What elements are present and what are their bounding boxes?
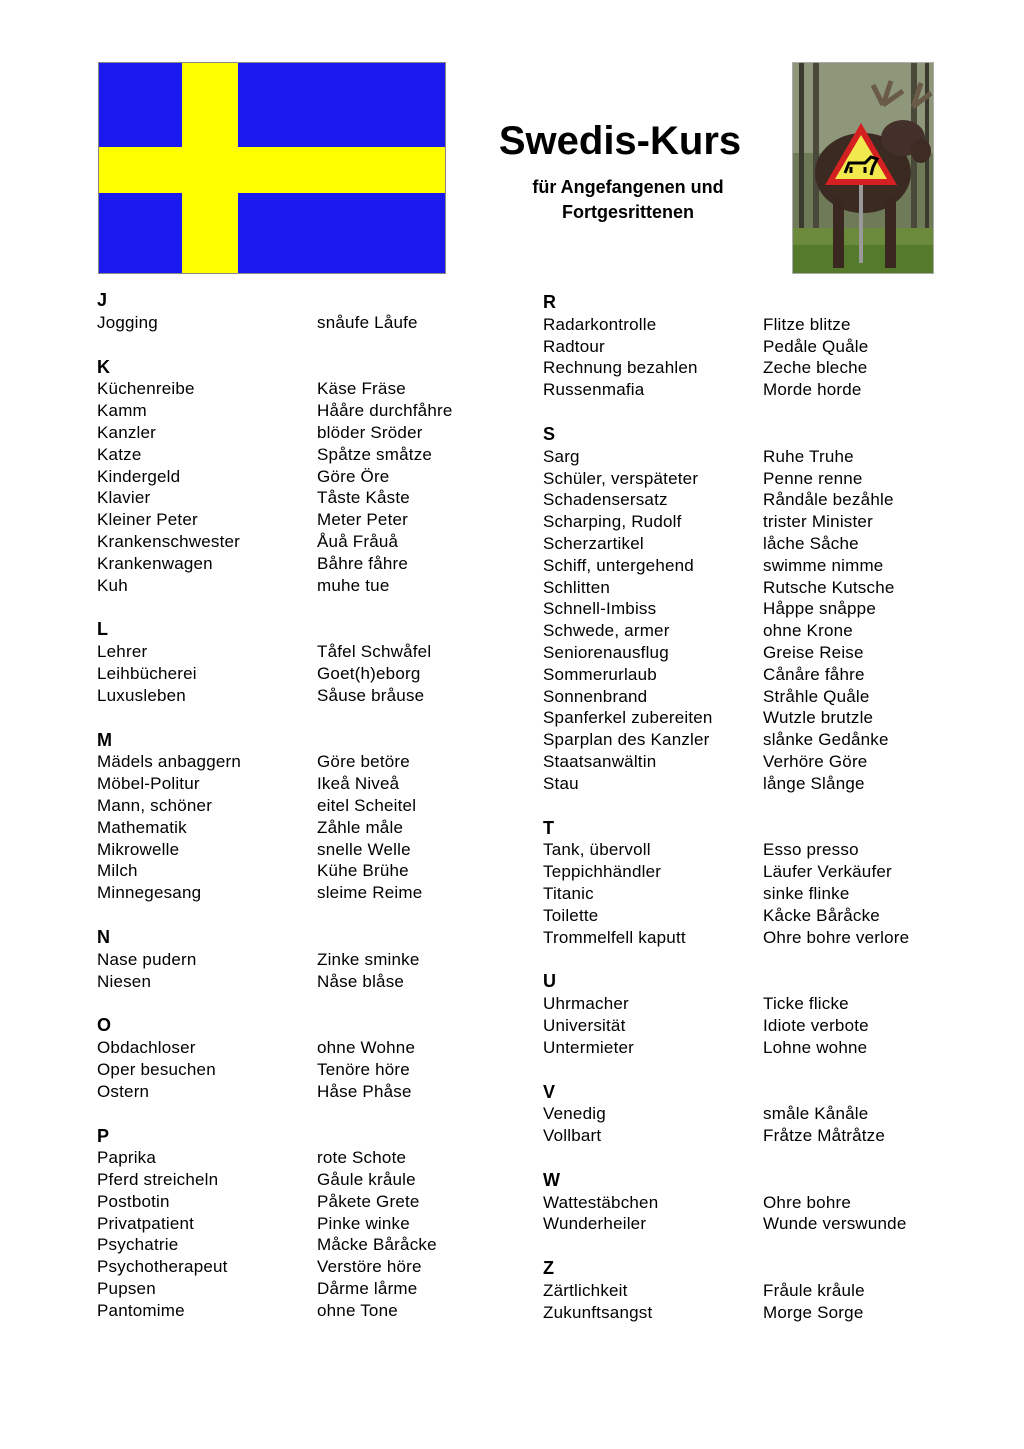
swedish-translation: Spåtze småtze (317, 444, 433, 464)
german-term: Sommerurlaub (543, 664, 657, 684)
vocab-row (543, 577, 963, 599)
vocab-row (543, 379, 963, 401)
german-term: Radarkontrolle (543, 314, 657, 334)
moose-sign-photo (792, 62, 934, 274)
swedish-translation: Påkete Grete (317, 1191, 420, 1211)
german-term: Oper besuchen (97, 1059, 216, 1079)
vocab-row (543, 620, 963, 642)
swedish-translation: Tenöre höre (317, 1059, 410, 1079)
vocab-row (97, 882, 517, 904)
swedish-translation: Meter Peter (317, 510, 409, 530)
german-term: Zärtlichkeit (543, 1281, 628, 1301)
vocab-row (543, 773, 963, 795)
vocab-row (97, 1278, 517, 1300)
vocab-row (543, 511, 963, 533)
german-term: Schlitten (543, 577, 611, 597)
vocab-row (543, 1280, 963, 1302)
swedish-translation: slånke Gedånke (763, 730, 889, 750)
german-term: Luxusleben (97, 685, 186, 705)
section-letter-o: O (97, 1015, 112, 1036)
german-term: Stau (543, 773, 579, 793)
vocab-row (97, 1037, 517, 1059)
section-spacer (543, 948, 963, 971)
page-title: Swedis-Kurs (498, 119, 742, 163)
swedish-translation: Wutzle brutzle (763, 708, 874, 728)
vocab-row (543, 1302, 963, 1324)
german-term: Nase pudern (97, 949, 197, 969)
vocab-row (97, 1169, 517, 1191)
german-term: Schadensersatz (543, 490, 668, 510)
swedish-translation: Goet(h)eborg (317, 663, 421, 683)
vocab-row (543, 861, 963, 883)
section-spacer (97, 334, 517, 357)
vocab-row (97, 860, 517, 882)
swedish-translation: Ohre bohre (763, 1192, 851, 1212)
vocab-row (543, 1015, 963, 1037)
swedish-translation: eitel Scheitel (317, 795, 417, 815)
german-term: Klavier (97, 488, 151, 508)
section-letter-p: P (97, 1125, 110, 1146)
vocab-row (543, 446, 963, 468)
swedish-translation: Tåfel Schwåfel (317, 642, 432, 662)
german-term: Küchenreibe (97, 379, 195, 399)
vocab-row (97, 663, 517, 685)
swedish-translation: Pedåle Quåle (763, 336, 869, 356)
swedish-translation: blöder Sröder (317, 422, 423, 442)
german-term: Schwede, armer (543, 621, 670, 641)
swedish-translation: ohne Wohne (317, 1038, 416, 1058)
german-term: Venedig (543, 1104, 606, 1124)
german-term: Obdachloser (97, 1038, 196, 1058)
swedish-translation: Stråhle Quåle (763, 686, 870, 706)
subtitle-line-2: Fortgesrittenen (561, 202, 694, 222)
swedish-translation: småle Kånåle (763, 1104, 869, 1124)
swedish-translation: Håppe snåppe (763, 599, 876, 619)
vocab-row (97, 751, 517, 773)
section-spacer (97, 596, 517, 619)
german-term: Vollbart (543, 1126, 602, 1146)
german-term: Scharping, Rudolf (543, 512, 682, 532)
swedish-translation: Rutsche Kutsche (763, 577, 895, 597)
swedish-translation: swimme nimme (763, 555, 884, 575)
german-term: Spanferkel zubereiten (543, 708, 713, 728)
swedish-translation: trister Minister (763, 512, 873, 532)
german-term: Pupsen (97, 1279, 156, 1299)
german-term: Sarg (543, 446, 580, 466)
swedish-translation: sleime Reime (317, 883, 423, 903)
german-term: Möbel-Politur (97, 774, 200, 794)
swedish-translation: Flitze blitze (763, 314, 851, 334)
vocab-row (97, 553, 517, 575)
swedish-translation: Kühe Brühe (317, 861, 409, 881)
swedish-translation: muhe tue (317, 575, 390, 595)
swedish-translation: Kåcke Båråcke (763, 905, 880, 925)
german-term: Wunderheiler (543, 1214, 647, 1234)
german-term: Niesen (97, 971, 152, 991)
german-term: Radtour (543, 336, 605, 356)
vocab-row (543, 598, 963, 620)
swedish-translation: Lohne wohne (763, 1037, 868, 1057)
vocab-row (543, 905, 963, 927)
vocab-row (97, 487, 517, 509)
swedish-translation: Wunde verswunde (763, 1214, 907, 1234)
german-term: Schüler, verspäteter (543, 468, 699, 488)
german-term: Privatpatient (97, 1213, 195, 1233)
german-term: Psychotherapeut (97, 1257, 228, 1277)
swedish-translation: låche Såche (763, 533, 859, 553)
german-term: Wattestäbchen (543, 1192, 659, 1212)
left-word-column (97, 290, 517, 1322)
moose-photo-drawing (793, 63, 934, 274)
vocab-row (543, 927, 963, 949)
german-term: Teppichhändler (543, 862, 662, 882)
swedish-translation: Nåse blåse (317, 971, 405, 991)
german-term: Krankenwagen (97, 553, 213, 573)
vocab-row (97, 1256, 517, 1278)
vocab-row (97, 839, 517, 861)
swedish-translation: Måcke Båråcke (317, 1235, 437, 1255)
swedish-flag-image (98, 62, 446, 274)
german-term: Kamm (97, 401, 147, 421)
vocab-row (97, 817, 517, 839)
flag-cross-horizontal (99, 147, 445, 193)
swedish-translation: Ikeå Niveå (317, 774, 400, 794)
swedish-translation: Zinke sminke (317, 949, 420, 969)
vocab-row (97, 949, 517, 971)
vocab-row (97, 641, 517, 663)
section-letter-t: T (543, 817, 555, 838)
swedish-translation: Cånåre fåhre (763, 664, 865, 684)
vocab-row (97, 444, 517, 466)
german-term: Kleiner Peter (97, 510, 198, 530)
section-spacer (543, 401, 963, 424)
german-term: Toilette (543, 905, 599, 925)
swedish-translation: Esso presso (763, 840, 859, 860)
section-letter-v: V (543, 1081, 556, 1102)
swedish-translation: Idiote verbote (763, 1015, 869, 1035)
vocab-row (97, 1059, 517, 1081)
swedish-translation: Läufer Verkäufer (763, 862, 892, 882)
vocab-row (97, 466, 517, 488)
german-term: Seniorenausflug (543, 642, 669, 662)
section-letter-l: L (97, 619, 109, 640)
swedish-translation: snåufe Låufe (317, 312, 418, 332)
vocab-row (543, 751, 963, 773)
section-spacer (543, 795, 963, 818)
vocab-row (543, 468, 963, 490)
section-letter-j: J (97, 290, 108, 310)
swedish-translation: Dårme lårme (317, 1279, 418, 1299)
vocab-row (543, 993, 963, 1015)
vocab-row (97, 1081, 517, 1103)
section-letter-z: Z (543, 1258, 555, 1279)
german-term: Pferd streicheln (97, 1170, 219, 1190)
german-term: Untermieter (543, 1037, 635, 1057)
vocab-row (97, 685, 517, 707)
subtitle-line-1: für Angefangenen und (532, 177, 724, 197)
swedish-translation: Käse Fräse (317, 379, 406, 399)
vocab-row (97, 971, 517, 993)
vocab-row (97, 1234, 517, 1256)
german-term: Zukunftsangst (543, 1302, 653, 1322)
vocab-row (543, 686, 963, 708)
section-spacer (543, 1147, 963, 1170)
vocab-row (543, 664, 963, 686)
page-subtitle (498, 175, 758, 225)
german-term: Schiff, untergehend (543, 555, 694, 575)
vocab-row (543, 1103, 963, 1125)
vocab-row (97, 1147, 517, 1169)
german-term: Postbotin (97, 1191, 170, 1211)
section-letter-n: N (97, 926, 111, 947)
swedish-translation: Tåste Kåste (317, 488, 410, 508)
german-term: Mann, schöner (97, 795, 213, 815)
vocab-row (97, 509, 517, 531)
german-term: Scherzartikel (543, 533, 644, 553)
vocab-row (97, 1191, 517, 1213)
vocab-row (543, 707, 963, 729)
swedish-translation: sinke flinke (763, 883, 850, 903)
swedish-translation: Penne renne (763, 468, 863, 488)
vocab-row (543, 883, 963, 905)
swedish-translation: Morge Sorge (763, 1302, 864, 1322)
swedish-translation: Håse Phåse (317, 1081, 412, 1101)
vocab-row (543, 555, 963, 577)
vocab-row (97, 422, 517, 444)
vocab-row (97, 531, 517, 553)
german-term: Krankenschwester (97, 531, 241, 551)
german-term: Ostern (97, 1081, 150, 1101)
vocab-row (543, 729, 963, 751)
german-term: Paprika (97, 1148, 157, 1168)
vocab-row (97, 575, 517, 597)
swedish-translation: Göre betöre (317, 752, 410, 772)
vocab-row (97, 312, 517, 334)
swedish-translation: Ohre bohre verlore (763, 927, 910, 947)
german-term: Sonnenbrand (543, 686, 648, 706)
swedish-translation: Ruhe Truhe (763, 446, 854, 466)
section-letter-m: M (97, 729, 113, 750)
swedish-translation: Såuse bråuse (317, 685, 425, 705)
vocab-row (97, 378, 517, 400)
vocab-row (97, 1213, 517, 1235)
swedish-translation: rote Schote (317, 1148, 407, 1168)
german-term: Mathematik (97, 817, 187, 837)
swedish-translation: Hååre durchfåhre (317, 401, 453, 421)
german-term: Titanic (543, 883, 594, 903)
section-letter-s: S (543, 423, 556, 444)
german-term: Kanzler (97, 422, 157, 442)
vocab-row (543, 314, 963, 336)
swedish-translation: långe Slånge (763, 773, 865, 793)
vocab-row (543, 1037, 963, 1059)
german-term: Milch (97, 861, 138, 881)
vocab-row (543, 357, 963, 379)
swedish-translation: snelle Welle (317, 839, 411, 859)
swedish-translation: Råndåle bezåhle (763, 490, 894, 510)
german-term: Mädels anbaggern (97, 752, 242, 772)
vocab-row (543, 1213, 963, 1235)
section-letter-k: K (97, 356, 111, 377)
vocab-row (97, 773, 517, 795)
swedish-translation: Pinke winke (317, 1213, 410, 1233)
german-term: Mikrowelle (97, 839, 180, 859)
swedish-translation: Åuå Fråuå (317, 531, 399, 551)
vocab-row (543, 489, 963, 511)
vocab-row (97, 795, 517, 817)
section-letter-r: R (543, 292, 557, 312)
swedish-translation: Ticke flicke (763, 994, 849, 1014)
swedish-translation: Båhre fåhre (317, 553, 409, 573)
vocab-row (97, 400, 517, 422)
vocab-row (543, 839, 963, 861)
german-term: Pantomime (97, 1300, 185, 1320)
german-term: Sparplan des Kanzler (543, 730, 710, 750)
german-term: Tank, übervoll (543, 840, 651, 860)
german-term: Jogging (97, 312, 158, 332)
right-word-column (543, 292, 963, 1324)
section-spacer (97, 707, 517, 730)
section-spacer (543, 1059, 963, 1082)
vocab-row (543, 642, 963, 664)
section-letter-w: W (543, 1169, 561, 1190)
swedish-translation: Verhöre Göre (763, 751, 868, 771)
german-term: Lehrer (97, 642, 148, 662)
german-term: Staatsanwältin (543, 751, 657, 771)
german-term: Rechnung bezahlen (543, 358, 698, 378)
swedish-translation: Verstöre höre (317, 1257, 422, 1277)
german-term: Minnegesang (97, 883, 202, 903)
section-spacer (97, 992, 517, 1015)
swedish-translation: Fråule kråule (763, 1281, 865, 1301)
german-term: Psychatrie (97, 1235, 179, 1255)
section-spacer (97, 904, 517, 927)
german-term: Schnell-Imbiss (543, 599, 657, 619)
german-term: Uhrmacher (543, 994, 629, 1014)
swedish-translation: Zåhle måle (317, 817, 404, 837)
german-term: Kuh (97, 575, 128, 595)
german-term: Universität (543, 1015, 626, 1035)
swedish-translation: Zeche bleche (763, 358, 868, 378)
german-term: Kindergeld (97, 466, 181, 486)
vocab-row (543, 1192, 963, 1214)
swedish-translation: ohne Tone (317, 1300, 398, 1320)
german-term: Russenmafia (543, 380, 645, 400)
vocab-row (543, 336, 963, 358)
section-spacer (97, 1103, 517, 1126)
swedish-translation: Gåule kråule (317, 1170, 416, 1190)
section-spacer (543, 1235, 963, 1258)
vocab-row (543, 1125, 963, 1147)
swedish-translation: Göre Öre (317, 466, 390, 486)
swedish-translation: Morde horde (763, 380, 862, 400)
section-letter-u: U (543, 971, 557, 992)
vocab-row (543, 533, 963, 555)
german-term: Trommelfell kaputt (543, 927, 686, 947)
vocab-row (97, 1300, 517, 1322)
swedish-translation: Fråtze Måtråtze (763, 1126, 886, 1146)
german-term: Katze (97, 444, 142, 464)
swedish-translation: ohne Krone (763, 621, 853, 641)
german-term: Leihbücherei (97, 663, 197, 683)
swedish-translation: Greise Reise (763, 642, 864, 662)
